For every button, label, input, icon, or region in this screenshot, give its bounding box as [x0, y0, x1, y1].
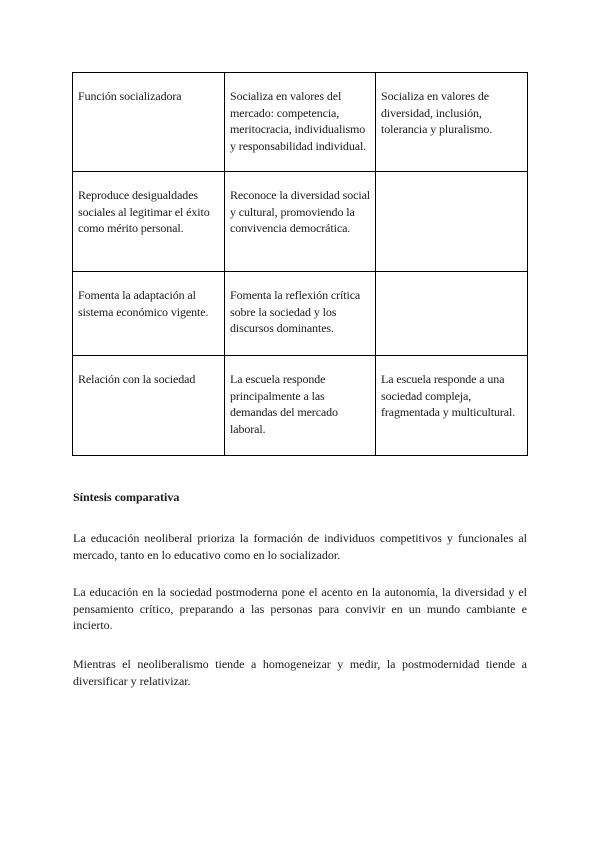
synthesis-paragraph: Mientras el neoliberalismo tiende a homogeneizar y medir, la postmodernidad tiende a diversificar y relativizar. [73, 657, 527, 688]
table-cell: Reproduce desigualdades sociales al legitimar el éxito como mérito personal. [73, 172, 225, 272]
table-cell: Función socializadora [73, 73, 225, 172]
table-row [73, 272, 528, 356]
table-row [73, 73, 528, 172]
table-cell [376, 272, 528, 356]
synthesis-heading: Síntesis comparativa [73, 490, 180, 504]
comparison-table [72, 72, 528, 456]
table-cell: La escuela responde principalmente a las demandas del mercado laboral. [225, 356, 376, 456]
table-row [73, 172, 528, 272]
synthesis-paragraph: La educación en la sociedad postmoderna pone el acento en la autonomía, la diversidad y el pensamiento crítico, preparando a las personas para convivir en un mundo cambiante e incierto. [73, 585, 527, 632]
table-cell: Reconoce la diversidad social y cultural, promoviendo la convivencia democrática. [225, 172, 376, 272]
table-row [73, 356, 528, 456]
table-cell: Fomenta la adaptación al sistema económico vigente. [73, 272, 225, 356]
synthesis-paragraph: La educación neoliberal prioriza la formación de individuos competitivos y funcionales al mercado, tanto en lo educativo como en lo socializador. [73, 531, 527, 562]
table-cell: Fomenta la reflexión crítica sobre la sociedad y los discursos dominantes. [225, 272, 376, 356]
table-cell: Relación con la sociedad [73, 356, 225, 456]
table-cell: La escuela responde a una sociedad compleja, fragmentada y multicultural. [376, 356, 528, 456]
table-cell: Socializa en valores de diversidad, inclusión, tolerancia y pluralismo. [376, 73, 528, 172]
table-cell: Socializa en valores del mercado: competencia, meritocracia, individualismo y responsabilidad individual. [225, 73, 376, 172]
table-cell [376, 172, 528, 272]
